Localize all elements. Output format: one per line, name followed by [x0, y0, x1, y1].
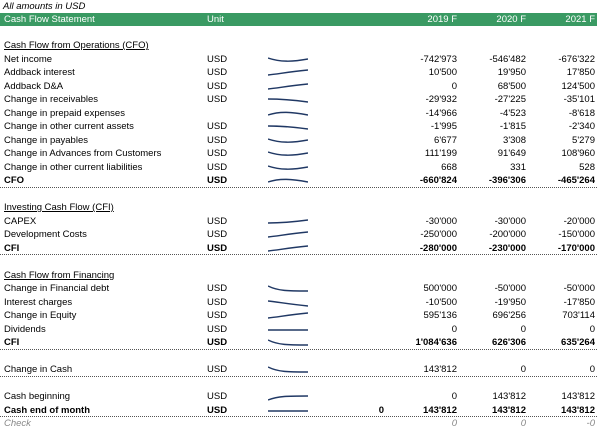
row-value-2019: 0	[451, 418, 457, 429]
sparkline	[268, 82, 308, 92]
table-row	[0, 390, 597, 404]
row-value-2021: 0	[589, 364, 595, 375]
row-unit: USD	[207, 310, 228, 321]
sparkline	[268, 176, 308, 186]
row-value-2019: -250'000	[420, 229, 457, 240]
row-value-2020: 19'950	[497, 67, 526, 78]
row-unit: USD	[207, 134, 228, 146]
row-value-2021: 17'850	[566, 67, 595, 78]
row-value-2021: -17'850	[563, 296, 595, 308]
table-row	[0, 107, 597, 121]
row-value-2019: -1'995	[430, 121, 457, 132]
row-label: Change in Advances from Customers	[4, 148, 162, 159]
sparkline	[268, 392, 308, 402]
row-value-2021: -150'000	[558, 229, 595, 240]
table-row	[0, 53, 597, 67]
row-unit: USD	[207, 80, 228, 92]
row-value-2021: 528	[579, 161, 595, 173]
row-label: CFI	[4, 242, 20, 254]
table-row	[0, 134, 597, 148]
table-row	[0, 296, 597, 310]
row-label: Change in Cash	[4, 364, 73, 375]
sparkline	[268, 95, 308, 105]
sparkline	[268, 365, 308, 375]
currency-note: All amounts in USD	[3, 1, 86, 12]
row-value-2021: -35'101	[563, 94, 595, 105]
sparkline	[268, 338, 308, 348]
row-value-2021: 124'500	[561, 80, 595, 92]
row-unit: USD	[207, 175, 228, 186]
row-label: Change in receivables	[4, 94, 99, 105]
row-unit: USD	[207, 323, 228, 335]
row-unit: USD	[207, 94, 228, 105]
row-label: Check	[4, 418, 31, 429]
row-label: Development Costs	[4, 229, 87, 240]
table-row	[0, 282, 597, 296]
table-row	[0, 309, 597, 323]
row-value-2021: -465'264	[557, 175, 595, 186]
row-unit: USD	[207, 391, 228, 402]
row-value-2019: 10'500	[428, 67, 457, 78]
table-row	[0, 242, 597, 256]
row-value-2019: -29'932	[425, 94, 457, 105]
row-label: CFI	[4, 337, 20, 348]
table-row	[0, 417, 597, 431]
row-value-2020: -27'225	[494, 94, 526, 105]
row-unit: USD	[207, 404, 228, 416]
row-value-2020: -546'482	[489, 53, 526, 65]
sparkline	[268, 122, 308, 132]
sparkline	[268, 109, 308, 119]
row-label: Investing Cash Flow (CFI)	[4, 202, 114, 213]
row-label: Cash beginning	[4, 391, 71, 402]
table-row	[0, 80, 597, 94]
row-value-2021: 0	[589, 323, 595, 335]
table-row	[0, 363, 597, 377]
row-label: Change in Financial debt	[4, 283, 110, 294]
row-label: Addback D&A	[4, 80, 64, 92]
row-value-2020: -1'815	[499, 121, 526, 132]
row-unit: USD	[207, 283, 228, 294]
sparkline	[268, 244, 308, 254]
header-label: Cash Flow Statement	[4, 14, 95, 25]
row-value-2020: 331	[510, 161, 526, 173]
sparkline	[268, 230, 308, 240]
sparkline	[268, 311, 308, 321]
row-value-2019: -280'000	[419, 242, 457, 254]
header-2021: 2021 F	[565, 14, 595, 25]
row-value-2020: -19'950	[494, 296, 526, 308]
row-label: Cash Flow from Financing	[4, 269, 115, 281]
row-value-2019: 143'812	[423, 404, 457, 416]
row-value-2019: 111'199	[424, 148, 457, 159]
table-row	[0, 323, 597, 337]
row-value-2019: 143'812	[423, 364, 457, 375]
row-value-2021: -20'000	[563, 215, 595, 227]
row-value-2020: 0	[520, 323, 526, 335]
row-label: Addback interest	[4, 67, 75, 78]
row-unit: USD	[207, 148, 228, 159]
row-value-2020: 3'308	[503, 134, 526, 146]
row-label: CAPEX	[4, 215, 37, 227]
row-value-2021: -2'340	[568, 121, 595, 132]
row-value-2020: 626'306	[492, 337, 526, 348]
table-row	[0, 404, 597, 418]
row-unit: USD	[207, 229, 228, 240]
row-label: Net income	[4, 53, 53, 65]
row-value-2021: 108'960	[561, 148, 595, 159]
table-row	[0, 147, 597, 161]
row-unit: USD	[207, 53, 228, 65]
row-value-2021: 143'812	[561, 391, 595, 402]
row-value-2020: -30'000	[494, 215, 526, 227]
row-value-2020: 0	[520, 364, 526, 375]
sparkline	[268, 406, 308, 416]
sparkline	[268, 149, 308, 159]
row-label: Change in Equity	[4, 310, 77, 321]
table-row	[0, 228, 597, 242]
row-label: Dividends	[4, 323, 46, 335]
row-value-2019: 500'000	[423, 283, 457, 294]
row-unit: USD	[207, 67, 228, 78]
row-value-2020: 143'812	[492, 391, 526, 402]
row-unit: USD	[207, 337, 228, 348]
row-label: Cash Flow from Operations (CFO)	[4, 40, 149, 51]
row-label: Change in payables	[4, 134, 88, 146]
sparkline	[268, 55, 308, 65]
row-value-2021: 703'114	[562, 310, 595, 321]
row-value-2021: -0	[586, 418, 595, 429]
row-value-2021: 635'264	[561, 337, 595, 348]
sparkline	[268, 136, 308, 146]
table-row	[0, 93, 597, 107]
header-2020: 2020 F	[496, 14, 526, 25]
row-unit: USD	[207, 296, 228, 308]
row-value-2019: 0	[451, 323, 457, 335]
row-value-2020: 0	[520, 418, 526, 429]
row-value-2020: -50'000	[494, 283, 526, 294]
row-value-2021: 143'812	[561, 404, 595, 416]
row-value-2019: 1'084'636	[415, 337, 457, 348]
row-value-2019: -14'966	[425, 107, 457, 119]
row-value-2019: -10'500	[425, 296, 457, 308]
sparkline	[268, 163, 308, 173]
row-divider	[0, 376, 597, 377]
table-row	[0, 66, 597, 80]
row-label: Interest charges	[4, 296, 73, 308]
row-divider	[0, 349, 597, 350]
row-value-2021: 5'279	[572, 134, 595, 146]
sparkline	[268, 325, 308, 335]
row-divider	[0, 254, 597, 255]
section-header	[0, 39, 597, 53]
header-unit: Unit	[207, 14, 224, 25]
row-value-2019: -742'973	[420, 53, 457, 65]
section-header	[0, 201, 597, 215]
row-value-2019: -30'000	[425, 215, 457, 227]
table-header	[0, 13, 597, 26]
table-row	[0, 336, 597, 350]
table-row	[0, 174, 597, 188]
row-label: Change in other current liabilities	[4, 161, 143, 173]
row-value-2019: 668	[441, 161, 457, 173]
table-row	[0, 215, 597, 229]
row-unit: USD	[207, 215, 228, 227]
row-unit: USD	[207, 364, 228, 375]
row-value-2019: -660'824	[419, 175, 457, 186]
table-row	[0, 161, 597, 175]
sparkline	[268, 68, 308, 78]
row-value-2021: -50'000	[563, 283, 595, 294]
row-value-2019: 0	[451, 80, 457, 92]
header-2019: 2019 F	[427, 14, 457, 25]
row-value-2020: 91'649	[497, 148, 526, 159]
section-header	[0, 269, 597, 283]
row-value-2020: -396'306	[488, 175, 526, 186]
row-unit: USD	[207, 161, 228, 173]
row-label: Change in other current assets	[4, 121, 134, 132]
row-label: CFO	[4, 175, 25, 186]
sparkline	[268, 217, 308, 227]
row-divider	[0, 187, 597, 188]
row-value-2019: 0	[451, 391, 457, 402]
row-value-2020: -230'000	[488, 242, 526, 254]
row-value-2020: 696'256	[492, 310, 526, 321]
row-value-2020: -4'523	[499, 107, 526, 119]
row-value-2019: 595'136	[423, 310, 457, 321]
row-label: Change in prepaid expenses	[4, 107, 125, 119]
row-unit: USD	[207, 121, 228, 132]
row-unit: USD	[207, 242, 228, 254]
row-value-2019: 6'677	[434, 134, 457, 146]
row-value-extra: 0	[378, 404, 384, 416]
sparkline	[268, 284, 308, 294]
row-value-2021: -170'000	[557, 242, 595, 254]
row-value-2020: -200'000	[489, 229, 526, 240]
row-value-2021: -676'322	[558, 53, 595, 65]
sparkline	[268, 298, 308, 308]
row-value-2020: 143'812	[492, 404, 526, 416]
row-label: Cash end of month	[4, 404, 91, 416]
row-value-2021: -8'618	[568, 107, 595, 119]
row-value-2020: 68'500	[497, 80, 526, 92]
table-row	[0, 120, 597, 134]
